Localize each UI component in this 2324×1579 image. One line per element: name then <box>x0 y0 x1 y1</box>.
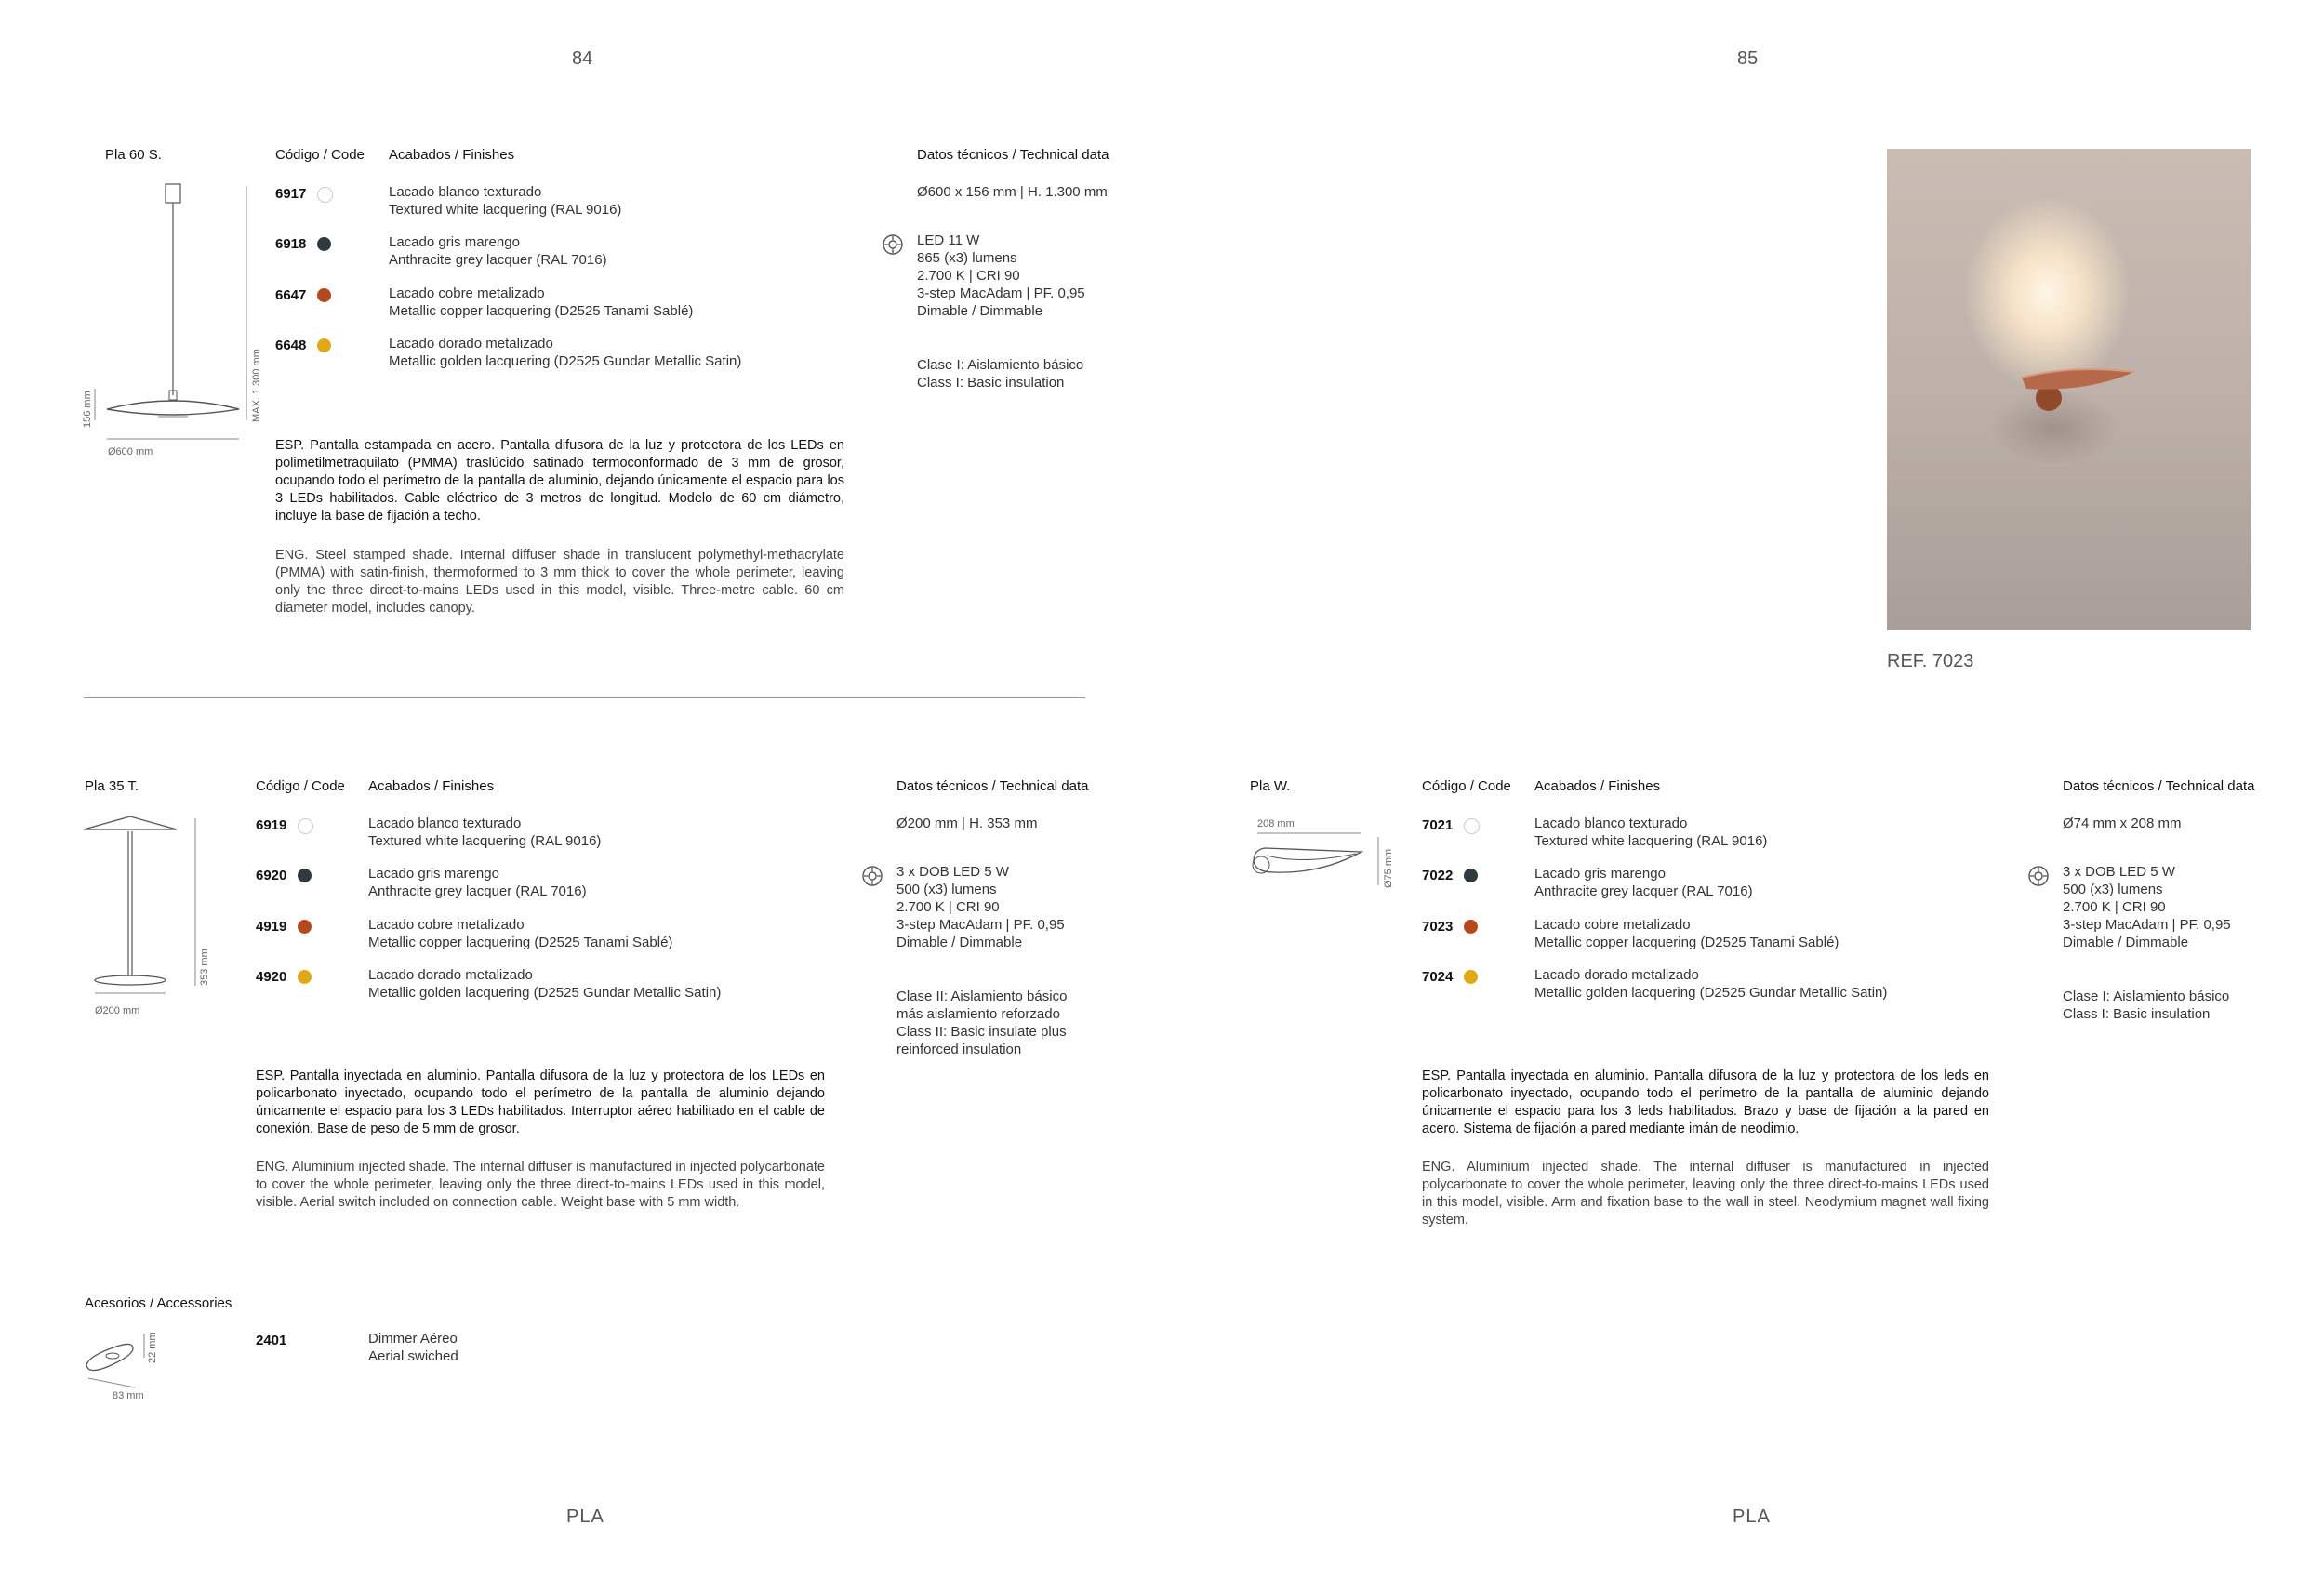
tech-header: Datos técnicos / Technical data <box>896 778 1089 794</box>
color-swatch-white <box>317 187 333 203</box>
dim-width-plaw: 208 mm <box>1257 818 1295 829</box>
dim-diameter-pla60: Ø600 mm <box>108 446 153 458</box>
footer-left: PLA <box>566 1506 604 1527</box>
finish-description: Lacado cobre metalizado Metallic copper lacquering (D2525 Tanami Sablé) <box>389 285 694 319</box>
tech-led: LED 11 W 865 (x3) lumens 2.700 K | CRI 90 3-step MacAdam | PF. 0,95 Dimable / Dimmable <box>917 232 1085 319</box>
description-esp: ESP. Pantalla inyectada en aluminio. Pantalla difusora de la luz y protectora de los leds en policarbonato inyectado, ocupando todo el perímetro de la pantalla de aluminio dejando únicamente el espacio para los 3 leds habilitados. Brazo y base de fijación a la pared en acero. Sistema de fijación a pared mediante imán de neodimio. <box>1422 1068 1989 1136</box>
pendant-lamp-drawing <box>74 177 260 465</box>
product-name-pla60: Pla 60 S. <box>105 147 162 163</box>
tech-class: Clase I: Aislamiento básico Class I: Basic insulation <box>917 357 1084 391</box>
finish-description: Lacado blanco texturado Textured white lacquering (RAL 9016) <box>368 816 602 849</box>
dimmable-icon <box>861 865 883 887</box>
tech-led: 3 x DOB LED 5 W 500 (x3) lumens 2.700 K | CRI 90 3-step MacAdam | PF. 0,95 Dimable / Dimmable <box>896 864 1065 950</box>
accessory-code: 2401 <box>256 1333 287 1348</box>
color-swatch-white <box>298 818 313 834</box>
finishes-header: Acabados / Finishes <box>368 778 495 794</box>
finish-code: 6918 <box>275 236 307 252</box>
description-eng: ENG. Aluminium injected shade. The internal diffuser is manufactured in injected polycarbonate to cover the whole perimeter, leaving only the three direct-to-mains LEDs used in this model, visible. Arm and fixation base to the wall in steel. Neodymium magnet wall fixing system. <box>1422 1160 1989 1227</box>
finish-code: 6648 <box>275 338 307 353</box>
footer-right: PLA <box>1733 1506 1771 1527</box>
tech-dimensions: Ø600 x 156 mm | H. 1.300 mm <box>917 184 1108 200</box>
tech-dimensions: Ø200 mm | H. 353 mm <box>896 816 1038 831</box>
finish-code: 7023 <box>1422 919 1454 935</box>
tech-header: Datos técnicos / Technical data <box>2063 778 2255 794</box>
description-esp: ESP. Pantalla inyectada en aluminio. Pantalla difusora de la luz y protectora de los LEDs en policarbonato inyectado, ocupando todo el perímetro de la pantalla de aluminio dejando únicamente el espacio para los 3 LEDs habilitados. Interruptor aéreo habilitado en el cable de conexión. Base de peso de 5 mm de grosor. <box>256 1068 825 1136</box>
accessory-description: Dimmer Aéreo Aerial swiched <box>368 1331 458 1364</box>
code-header: Código / Code <box>275 147 365 163</box>
finish-description: Lacado cobre metalizado Metallic copper lacquering (D2525 Tanami Sablé) <box>1534 917 1839 950</box>
product-photo <box>1887 149 2251 630</box>
color-swatch-gold <box>317 338 331 352</box>
finish-code: 6647 <box>275 287 307 303</box>
color-swatch-copper <box>1464 920 1478 934</box>
dimmable-icon <box>882 233 904 256</box>
code-header: Código / Code <box>1422 778 1511 794</box>
finish-description: Lacado dorado metalizado Metallic golden lacquering (D2525 Gundar Metallic Satin) <box>368 967 722 1001</box>
tech-class: Clase I: Aislamiento básico Class I: Basic insulation <box>2063 989 2230 1022</box>
finishes-header: Acabados / Finishes <box>1534 778 1661 794</box>
product-name-pla35: Pla 35 T. <box>85 778 139 794</box>
finish-description: Lacado gris marengo Anthracite grey lacquer (RAL 7016) <box>368 866 587 899</box>
finish-description: Lacado dorado metalizado Metallic golden lacquering (D2525 Gundar Metallic Satin) <box>1534 967 1888 1001</box>
color-swatch-gold <box>298 970 312 984</box>
finish-code: 7021 <box>1422 817 1454 833</box>
code-header: Código / Code <box>256 778 345 794</box>
finish-description: Lacado blanco texturado Textured white lacquering (RAL 9016) <box>389 184 622 218</box>
tech-led: 3 x DOB LED 5 W 500 (x3) lumens 2.700 K | CRI 90 3-step MacAdam | PF. 0,95 Dimable / Dimmable <box>2063 864 2231 950</box>
finish-code: 4919 <box>256 919 287 935</box>
accessories-title: Acesorios / Accessories <box>85 1295 232 1311</box>
color-swatch-copper <box>317 288 331 302</box>
finish-description: Lacado dorado metalizado Metallic golden lacquering (D2525 Gundar Metallic Satin) <box>389 336 742 369</box>
dim-width-dimmer: 83 mm <box>113 1390 144 1401</box>
dim-max-pla60: MAX. 1.300 mm <box>251 349 262 422</box>
section-divider <box>84 697 1085 698</box>
product-name-plaw: Pla W. <box>1250 778 1291 794</box>
dim-diameter-pla35: Ø200 mm <box>95 1005 140 1016</box>
finish-code: 6919 <box>256 817 287 833</box>
finishes-header: Acabados / Finishes <box>389 147 515 163</box>
finish-description: Lacado blanco texturado Textured white lacquering (RAL 9016) <box>1534 816 1768 849</box>
dim-height-dimmer: 22 mm <box>147 1332 158 1363</box>
finish-description: Lacado gris marengo Anthracite grey lacquer (RAL 7016) <box>1534 866 1753 899</box>
finish-description: Lacado cobre metalizado Metallic copper lacquering (D2525 Tanami Sablé) <box>368 917 673 950</box>
color-swatch-anthracite <box>298 869 312 882</box>
page-number-left: 84 <box>572 48 593 69</box>
finish-description: Lacado gris marengo Anthracite grey lacquer (RAL 7016) <box>389 234 607 268</box>
color-swatch-anthracite <box>317 237 331 251</box>
finish-code: 4920 <box>256 969 287 985</box>
tech-class: Clase II: Aislamiento básico más aislamiento reforzado Class II: Basic insulate plus reinforced insulation <box>896 989 1068 1057</box>
wall-lamp-photo-shape <box>1887 149 2251 630</box>
dim-height-pla35: 353 mm <box>199 949 210 986</box>
description-eng: ENG. Aluminium injected shade. The internal diffuser is manufactured in injected polycarbonate to cover the whole perimeter, leaving only the three direct-to-mains LEDs used in this model, visible. Aerial switch included on connection cable. Weight base with 5 mm width. <box>256 1160 825 1210</box>
color-swatch-gold <box>1464 970 1478 984</box>
finish-code: 6917 <box>275 186 307 202</box>
dimmable-icon <box>2027 865 2050 887</box>
finish-code: 6920 <box>256 868 287 883</box>
finish-code: 7024 <box>1422 969 1454 985</box>
finish-code: 7022 <box>1422 868 1454 883</box>
photo-reference: REF. 7023 <box>1887 651 1974 671</box>
tech-dimensions: Ø74 mm x 208 mm <box>2063 816 2182 831</box>
tech-header: Datos técnicos / Technical data <box>917 147 1109 163</box>
description-eng: ENG. Steel stamped shade. Internal diffuser shade in translucent polymethyl-methacrylate (PMMA) with satin-finish, thermoformed to 3 mm thick to cover the whole perimeter, leaving only the three direct-to-mains LEDs used in this model, visible. Three-metre cable. 60 cm diameter model, includes canopy. <box>275 548 844 616</box>
page-number-right: 85 <box>1737 48 1759 69</box>
dim-height-pla60: 156 mm <box>82 391 93 428</box>
color-swatch-white <box>1464 818 1480 834</box>
color-swatch-anthracite <box>1464 869 1478 882</box>
dim-diameter-plaw: Ø75 mm <box>1383 848 1394 888</box>
color-swatch-copper <box>298 920 312 934</box>
description-esp: ESP. Pantalla estampada en acero. Pantalla difusora de la luz y protectora de los LEDs en polimetilmetraquilato (PMMA) traslúcido satinado termoconformado de 3 mm de grosor, ocupando todo el perímetro de la pantalla de aluminio, dejando únicamente el espacio para los 3 LEDs habilitados. Cable eléctrico de 3 metros de longitud. Modelo de 60 cm diámetro, incluye la base de fijación a techo. <box>275 438 844 524</box>
